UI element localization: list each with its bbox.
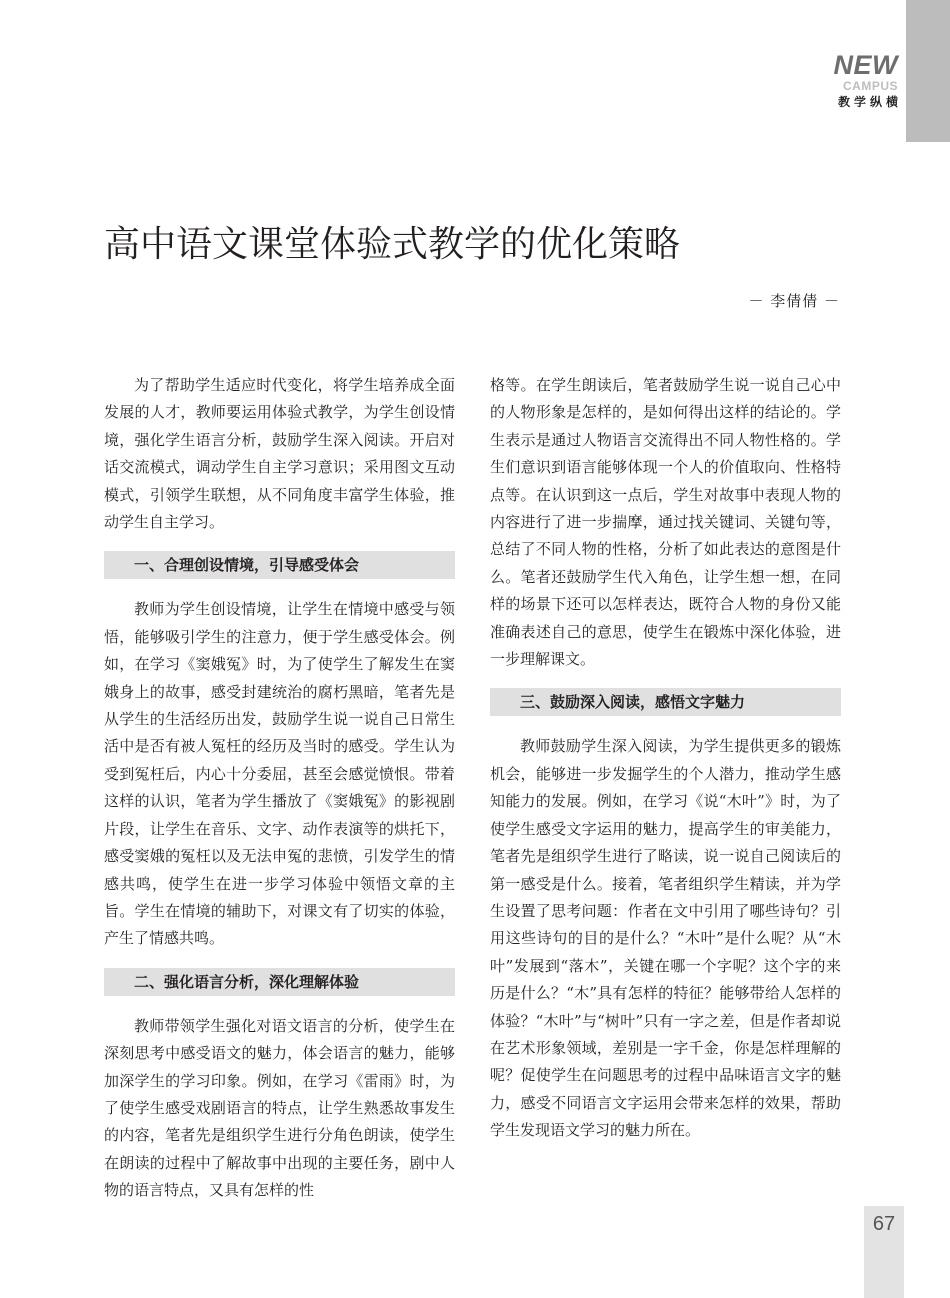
- intro-paragraph: 为了帮助学生适应时代变化，将学生培养成全面发展的人才，教师要运用体验式教学，为学生创设情境，强化学生语言分析，鼓励学生深入阅读。开启对话交流模式，调动学生自主学习意识；采用图文互动模式，引领学生联想，从不同角度丰富学生体验，推动学生自主学习。: [104, 376, 455, 532]
- corner-tab: [906, 0, 950, 142]
- section-heading-2: 二、强化语言分析，深化理解体验: [104, 968, 455, 996]
- article-title: 高中语文课堂体验式教学的优化策略: [104, 224, 681, 265]
- section-3-paragraph: 教师鼓励学生深入阅读，为学生提供更多的锻炼机会，能够进一步发掘学生的个人潜力，推动学生感知能力的发展。例如，在学习《说“木叶”》时，为了使学生感受文字运用的魅力，提高学生的审美能力，笔者先是组织学生进行了略读，说一说自己阅读后的第一感受是什么。接着，笔者组织学生精读，并为学生设置了思考问题：作者在文中引用了哪些诗句？引用这些诗句的目的是什么？“木叶”是什么呢？从“木叶”发展到“落木”，关键在哪一个字呢？这个字的来历是什么？“木”具有怎样的特征？能够带给人怎样的体验？“木叶”与“树叶”只有一字之差，但是作者却说在艺术形象领域，差别是一字千金，你是怎样理解的呢？促使学生在问题思考的过程中品味语言文字的魅力，感受不同语言文字运用会带来怎样的效果，帮助学生发现语文学习的魅力所在。: [490, 737, 841, 1140]
- brand-new: NEW: [833, 50, 898, 80]
- article-author: － 李倩倩 －: [748, 292, 840, 310]
- right-column: [490, 372, 841, 1145]
- section-heading-1: 一、合理创设情境，引导感受体会: [104, 551, 455, 579]
- page-number: 67: [872, 1213, 896, 1235]
- section-heading-3: 三、鼓励深入阅读，感悟文字魅力: [490, 688, 841, 716]
- brand-campus: CAMPUS: [842, 79, 898, 93]
- left-column: [104, 372, 455, 1205]
- section-2-paragraph: 教师带领学生强化对语文语言的分析，使学生在深刻思考中感受语文的魅力，体会语言的魅力，能够加深学生的学习印象。例如，在学习《雷雨》时，为了使学生感受戏剧语言的特点，让学生熟悉故事发生的内容，笔者先是组织学生进行分角色朗读，使学生在朗读的过程中了解故事中出现的主要任务，剧中人物的语言特点，又具有怎样的性: [104, 1016, 455, 1200]
- section-label: 教学纵横: [837, 95, 902, 109]
- magazine-brand: [833, 50, 902, 111]
- section-2-paragraph-continued: 格等。在学生朗读后，笔者鼓励学生说一说自己心中的人物形象是怎样的，是如何得出这样的结论的。学生表示是通过人物语言交流得出不同人物性格的。学生们意识到语言能够体现一个人的价值取向、性格特点等。在认识到这一点后，学生对故事中表现人物的内容进行了进一步揣摩，通过找关键词、关键句等，总结了不同人物的性格，分析了如此表达的意图是什么。笔者还鼓励学生代入角色，让学生想一想，在同样的场景下还可以怎样表达，既符合人物的身份又能准确表述自己的意思，使学生在锻炼中深化体验，进一步理解课文。: [490, 376, 841, 669]
- section-1-paragraph: 教师为学生创设情境，让学生在情境中感受与领悟，能够吸引学生的注意力，便于学生感受体会。例如，在学习《窦娥冤》时，为了使学生了解发生在窦娥身上的故事，感受封建统治的腐朽黑暗，笔者先是从学生的生活经历出发，鼓励学生说一说自己日常生活中是否有被人冤枉的经历及当时的感受。学生认为受到冤枉后，内心十分委屈，甚至会感觉愤恨。带着这样的认识，笔者为学生播放了《窦娥冤》的影视剧片段，让学生在音乐、文字、动作表演等的烘托下，感受窦娥的冤枉以及无法申冤的悲愤，引发学生的情感共鸣，使学生在进一步学习体验中领悟文章的主旨。学生在情境的辅助下，对课文有了切实的体验，产生了情感共鸣。: [104, 600, 455, 948]
